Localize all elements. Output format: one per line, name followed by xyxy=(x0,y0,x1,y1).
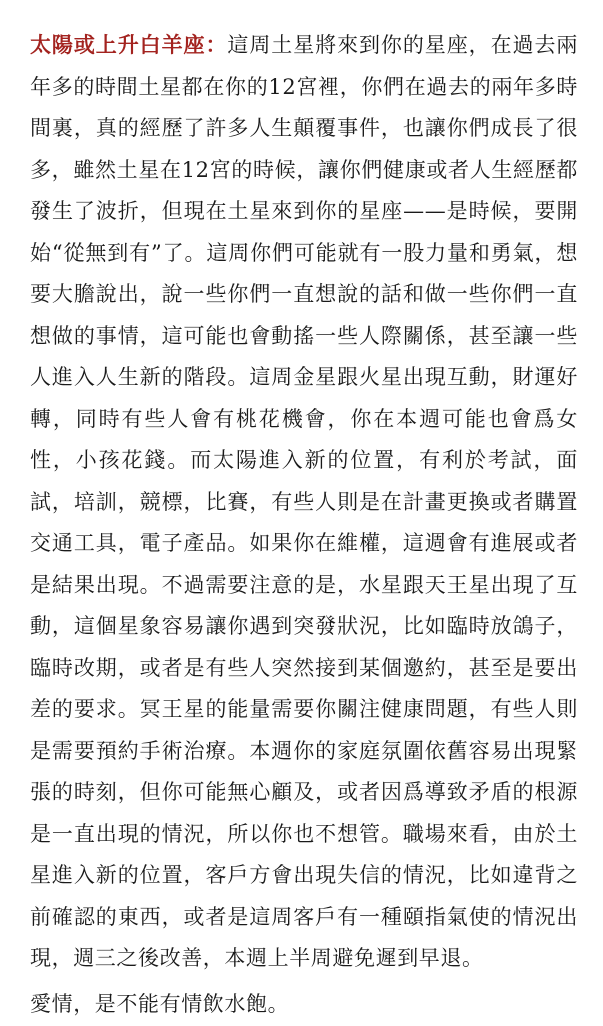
love-paragraph: 愛情，是不能有情飲水飽。 xyxy=(30,992,290,1016)
aries-paragraph xyxy=(30,24,578,984)
aries-body-text: 這周土星將來到你的星座，在過去兩年多的時間土星都在你的12宮裡，你們在過去的兩年多時間裏，真的經歷了許多人生顛覆事件，也讓你們成長了很多，雖然土星在12宮的時候，讓你們健康或者人生經歷都發生了波折，但現在土星來到你的星座——是時候，要開始“從無到有”了。這周你們可能就有一股力量和勇氣，想要大膽說出，說一些你們一直想說的話和做一些你們一直想做的事情，這可能也會動搖一些人際關係，甚至讓一些人進入人生新的階段。這周金星跟火星出現互動，財運好轉，同時有些人會有桃花機會，你在本週可能也會爲女性，小孩花錢。而太陽進入新的位置，有利於考試，面試，培訓，競標，比賽，有些人則是在計畫更換或者購置交通工具，電子產品。如果你在維權，這週會有進展或者是結果出現。不過需要注意的是，水星跟天王星出現了互動，這個星象容易讓你遇到突發狀況，比如臨時放鴿子，臨時改期，或者是有些人突然接到某個邀約，甚至是要出差的要求。冥王星的能量需要你關注健康問題，有些人則是需要預約手術治療。本週你的家庭氛圍依舊容易出現緊張的時刻，但你可能無心顧及，或者因爲導致矛盾的根源是一直出現的情況，所以你也不想管。職場來看，由於土星進入新的位置，客戶方會出現失信的情況，比如違背之前確認的東西，或者是這周客戶有一種頤指氣使的情況出現，週三之後改善，本週上半周避免遲到早退。 xyxy=(30,33,578,970)
sign-heading: 太陽或上升白羊座： xyxy=(30,32,228,57)
horoscope-article xyxy=(30,24,578,1026)
